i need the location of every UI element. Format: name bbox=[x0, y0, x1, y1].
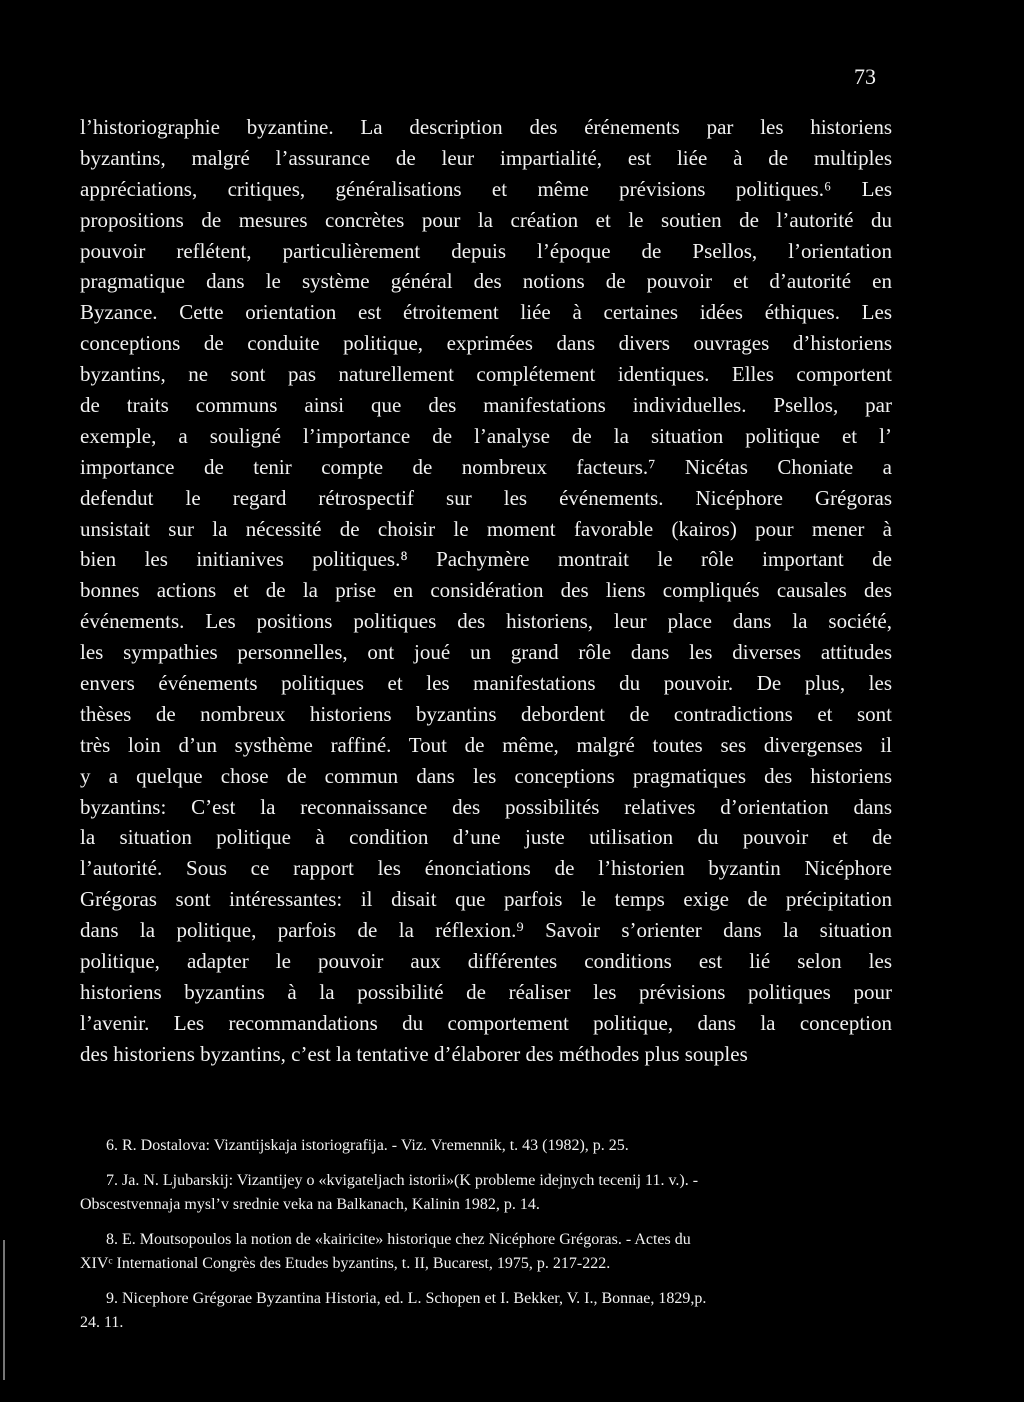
body-line: des historiens byzantins, c’est la tentative d’élaborer des méthodes plus souples bbox=[80, 1041, 748, 1066]
body-line: importance de tenir compte de nombreux facteurs.⁷ Nicétas Choniate a bbox=[80, 454, 892, 479]
body-text bbox=[80, 112, 892, 1070]
footnote-line: Obscestvennaja mysl’v srednie veka na Balkanach, Kalinin 1982, p. 14. bbox=[80, 1196, 540, 1213]
body-line: y a quelque chose de commun dans les conceptions pragmatiques des historiens bbox=[80, 763, 892, 788]
page-number: 73 bbox=[854, 64, 876, 89]
body-line: dans la politique, parfois de la réflexion.⁹ Savoir s’orienter dans la situation bbox=[80, 918, 892, 943]
footnote bbox=[80, 1287, 900, 1335]
margin-rule bbox=[3, 1240, 5, 1380]
body-line: l’avenir. Les recommandations du comportement politique, dans la conception bbox=[80, 1010, 892, 1035]
body-line: defendut le regard rétrospectif sur les événements. Nicéphore Grégoras bbox=[80, 485, 892, 510]
body-line: bien les initianives politiques.⁸ Pachymère montrait le rôle important de bbox=[80, 547, 892, 572]
footnote-line: 9. Nicephore Grégorae Byzantina Historia, ed. L. Schopen et I. Bekker, V. I., Bonnae, 1829,p. bbox=[106, 1290, 707, 1307]
footnote-line: XIVᶜ International Congrès des Etudes byzantins, t. II, Bucarest, 1975, p. 217-222. bbox=[80, 1255, 611, 1272]
body-line: exemple, a souligné l’importance de l’analyse de la situation politique et l’ bbox=[80, 423, 892, 448]
footnote bbox=[80, 1169, 900, 1217]
body-line: pragmatique dans le système général des notions de pouvoir et d’autorité en bbox=[80, 269, 892, 294]
body-line: Grégoras sont intéressantes: il disait que parfois le temps exige de précipitation bbox=[80, 887, 892, 912]
footnote bbox=[80, 1134, 900, 1158]
body-line: l’historiographie byzantine. La description des érénements par les historiens bbox=[80, 115, 892, 139]
body-line: événements. Les positions politiques des historiens, leur place dans la société, bbox=[80, 609, 892, 634]
body-line: byzantins, malgré l’assurance de leur impartialité, est liée à de multiples bbox=[80, 145, 892, 170]
body-line: de traits communs ainsi que des manifestations individuelles. Psellos, par bbox=[80, 393, 892, 418]
body-line: bonnes actions et de la prise en considération des liens compliqués causales des bbox=[80, 578, 892, 603]
body-line: les sympathies personnelles, ont joué un grand rôle dans les diverses attitudes bbox=[80, 640, 892, 665]
body-line: propositions de mesures concrètes pour la création et le soutien de l’autorité du bbox=[80, 207, 892, 232]
body-line: thèses de nombreux historiens byzantins debordent de contradictions et sont bbox=[80, 701, 892, 726]
body-line: envers événements politiques et les manifestations du pouvoir. De plus, les bbox=[80, 671, 892, 696]
body-line: pouvoir reflétent, particulièrement depuis l’époque de Psellos, l’orientation bbox=[80, 238, 892, 263]
body-line: politique, adapter le pouvoir aux différentes conditions est lié selon les bbox=[80, 949, 892, 974]
footnote-line: 24. 11. bbox=[80, 1314, 124, 1331]
footnote-line: 7. Ja. N. Ljubarskij: Vizantijey o «kvigateljach istorii»(K probleme idejnych tecenij 11. v.). - bbox=[106, 1172, 699, 1189]
body-line: la situation politique à condition d’une juste utilisation du pouvoir et de bbox=[80, 825, 892, 850]
body-line: l’autorité. Sous ce rapport les énonciations de l’historien byzantin Nicéphore bbox=[80, 856, 892, 881]
footnote-line: 6. R. Dostalova: Vizantijskaja istoriografija. - Viz. Vremennik, t. 43 (1982), p. 25. bbox=[106, 1137, 629, 1154]
body-line: byzantins, ne sont pas naturellement complétement identiques. Elles comportent bbox=[80, 362, 892, 387]
body-line: byzantins: C’est la reconnaissance des possibilités relatives d’orientation dans bbox=[80, 794, 892, 819]
body-line: Byzance. Cette orientation est étroitement liée à certaines idées éthiques. Les bbox=[80, 300, 892, 325]
footnotes bbox=[80, 1134, 900, 1346]
footnote-line: 8. E. Moutsopoulos la notion de «kairicite» historique chez Nicéphore Grégoras. - Actes du bbox=[106, 1231, 691, 1248]
body-line: conceptions de conduite politique, exprimées dans divers ouvrages d’historiens bbox=[80, 331, 892, 356]
body-line: historiens byzantins à la possibilité de réaliser les prévisions politiques pour bbox=[80, 979, 892, 1004]
footnote bbox=[80, 1228, 900, 1276]
body-line: unsistait sur la nécessité de choisir le moment favorable (kairos) pour mener à bbox=[80, 516, 892, 541]
body-line: appréciations, critiques, généralisations et même prévisions politiques.⁶ Les bbox=[80, 176, 892, 201]
body-line: très loin d’un systhème raffiné. Tout de même, malgré toutes ses divergenses il bbox=[80, 732, 892, 757]
